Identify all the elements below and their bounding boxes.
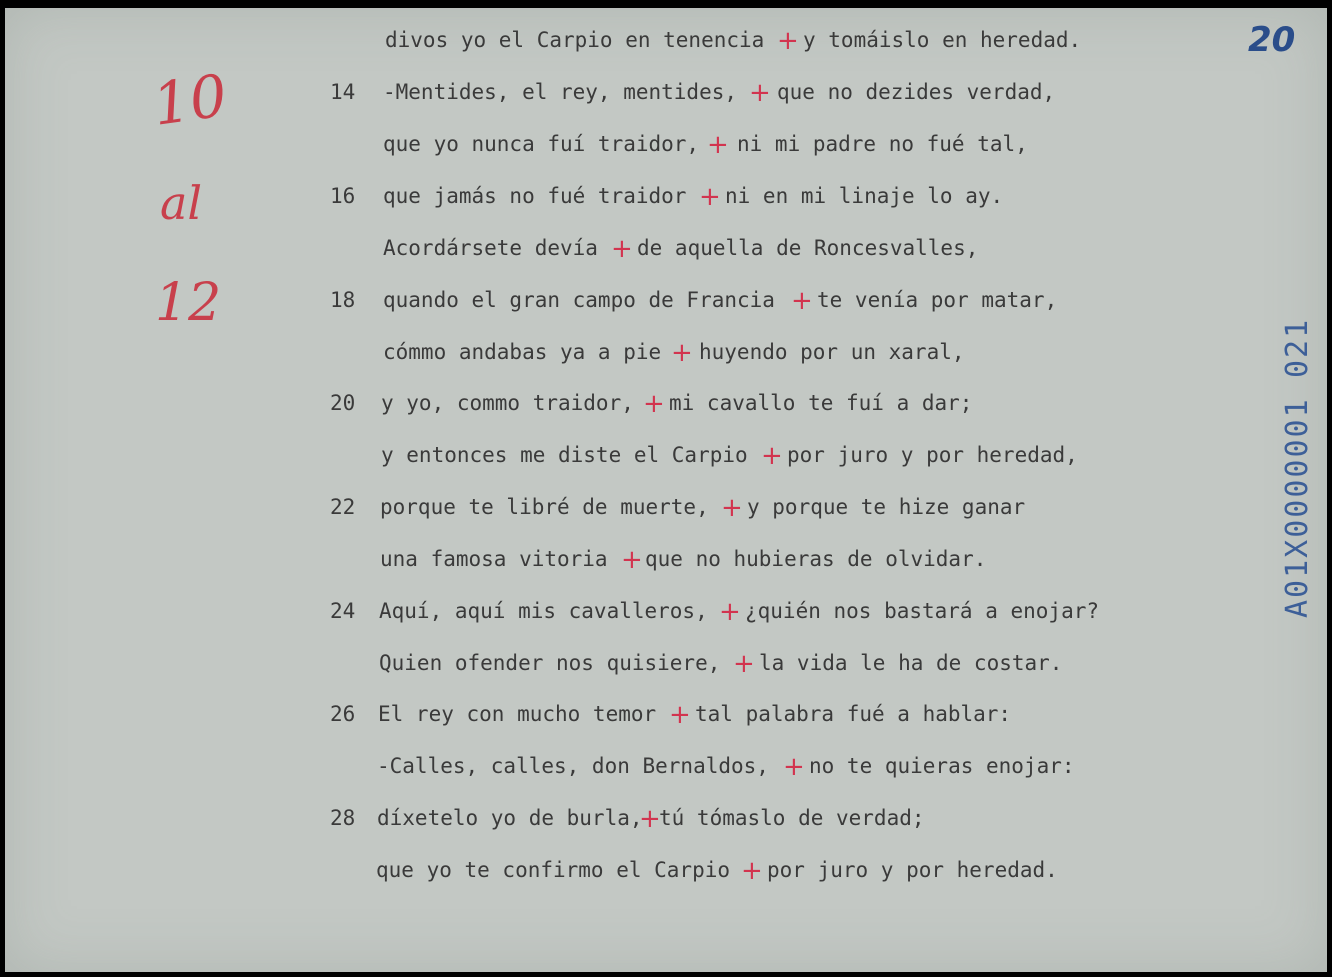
caesura-mark: + (783, 752, 805, 782)
line-number: 14 (330, 80, 356, 104)
caesura-mark: + (741, 856, 763, 886)
line-number: 20 (330, 391, 356, 415)
caesura-mark: + (671, 338, 693, 368)
caesura-mark: + (707, 130, 729, 160)
poem-line (5, 599, 1205, 639)
caesura-mark: + (791, 286, 813, 316)
first-hemistich: porque te libré de muerte, (380, 495, 709, 519)
second-hemistich: de aquella de Roncesvalles, (637, 236, 979, 260)
poem-line (5, 391, 1205, 431)
line-number: 26 (330, 702, 356, 726)
line-number: 24 (330, 599, 356, 623)
second-hemistich: no te quieras enojar: (809, 754, 1075, 778)
first-hemistich: que jamás no fué traidor (383, 184, 687, 208)
caesura-mark: + (719, 597, 741, 627)
poem-line (5, 806, 1205, 846)
poem-lines (5, 8, 1327, 972)
first-hemistich: una famosa vitoria (380, 547, 608, 571)
poem-line (5, 28, 1205, 68)
poem-line (5, 495, 1205, 535)
line-number: 18 (330, 288, 356, 312)
second-hemistich: y tomáislo en heredad. (803, 28, 1082, 52)
margin-note-to: 12 (155, 273, 222, 333)
poem-line (5, 340, 1205, 380)
second-hemistich: por juro y por heredad, (787, 443, 1078, 467)
second-hemistich: huyendo por un xaral, (699, 340, 965, 364)
second-hemistich: tú tómaslo de verdad; (659, 806, 925, 830)
poem-line (5, 132, 1205, 172)
second-hemistich: mi cavallo te fuí a dar; (669, 391, 973, 415)
caesura-mark: + (749, 78, 771, 108)
margin-note-al: al (160, 176, 203, 230)
caesura-mark: + (643, 389, 665, 419)
caesura-mark: + (669, 700, 691, 730)
caesura-mark: + (721, 493, 743, 523)
second-hemistich: por juro y por heredad. (767, 858, 1058, 882)
caesura-mark: + (639, 804, 661, 834)
first-hemistich: -Mentides, el rey, mentides, (383, 80, 738, 104)
first-hemistich: divos yo el Carpio en tenencia (385, 28, 765, 52)
caesura-mark: + (761, 441, 783, 471)
second-hemistich: que no dezides verdad, (777, 80, 1056, 104)
poem-line (5, 547, 1205, 587)
poem-line (5, 858, 1205, 898)
page-number: 20 (1248, 20, 1296, 60)
second-hemistich: ¿quién nos bastará a enojar? (745, 599, 1100, 623)
poem-line (5, 236, 1205, 276)
first-hemistich: Quien ofender nos quisiere, (379, 651, 721, 675)
first-hemistich: Aquí, aquí mis cavalleros, (379, 599, 708, 623)
first-hemistich: El rey con mucho temor (378, 702, 657, 726)
second-hemistich: y porque te hize ganar (747, 495, 1026, 519)
first-hemistich: díxetelo yo de burla, (377, 806, 643, 830)
first-hemistich: y entonces me diste el Carpio (381, 443, 748, 467)
second-hemistich: que no hubieras de olvidar. (645, 547, 987, 571)
first-hemistich: que yo te confirmo el Carpio (376, 858, 731, 882)
caesura-mark: + (621, 545, 643, 575)
margin-note-from: 10 (148, 61, 232, 139)
caesura-mark: + (611, 234, 633, 264)
line-number: 28 (330, 806, 356, 830)
poem-line (5, 651, 1205, 691)
sheet-code: 021 (1280, 317, 1315, 378)
first-hemistich: cómmo andabas ya a pie (383, 340, 662, 364)
second-hemistich: ni mi padre no fué tal, (737, 132, 1028, 156)
second-hemistich: ni en mi linaje lo ay. (725, 184, 1004, 208)
first-hemistich: -Calles, calles, don Bernaldos, (377, 754, 769, 778)
poem-line (5, 288, 1205, 328)
first-hemistich: Acordársete devía (383, 236, 598, 260)
poem-line (5, 80, 1205, 120)
first-hemistich: y yo, commo traidor, (381, 391, 634, 415)
line-number: 22 (330, 495, 356, 519)
poem-line (5, 702, 1205, 742)
poem-line (5, 754, 1205, 794)
typed-page (5, 8, 1327, 972)
line-number: 16 (330, 184, 356, 208)
caesura-mark: + (699, 182, 721, 212)
second-hemistich: tal palabra fué a hablar: (695, 702, 1012, 726)
archive-code: A01X0000001 (1280, 397, 1315, 618)
first-hemistich: quando el gran campo de Francia (383, 288, 775, 312)
poem-line (5, 184, 1205, 224)
second-hemistich: la vida le ha de costar. (759, 651, 1063, 675)
poem-line (5, 443, 1205, 483)
first-hemistich: que yo nunca fuí traidor, (383, 132, 700, 156)
caesura-mark: + (733, 649, 755, 679)
second-hemistich: te venía por matar, (817, 288, 1058, 312)
caesura-mark: + (777, 26, 799, 56)
